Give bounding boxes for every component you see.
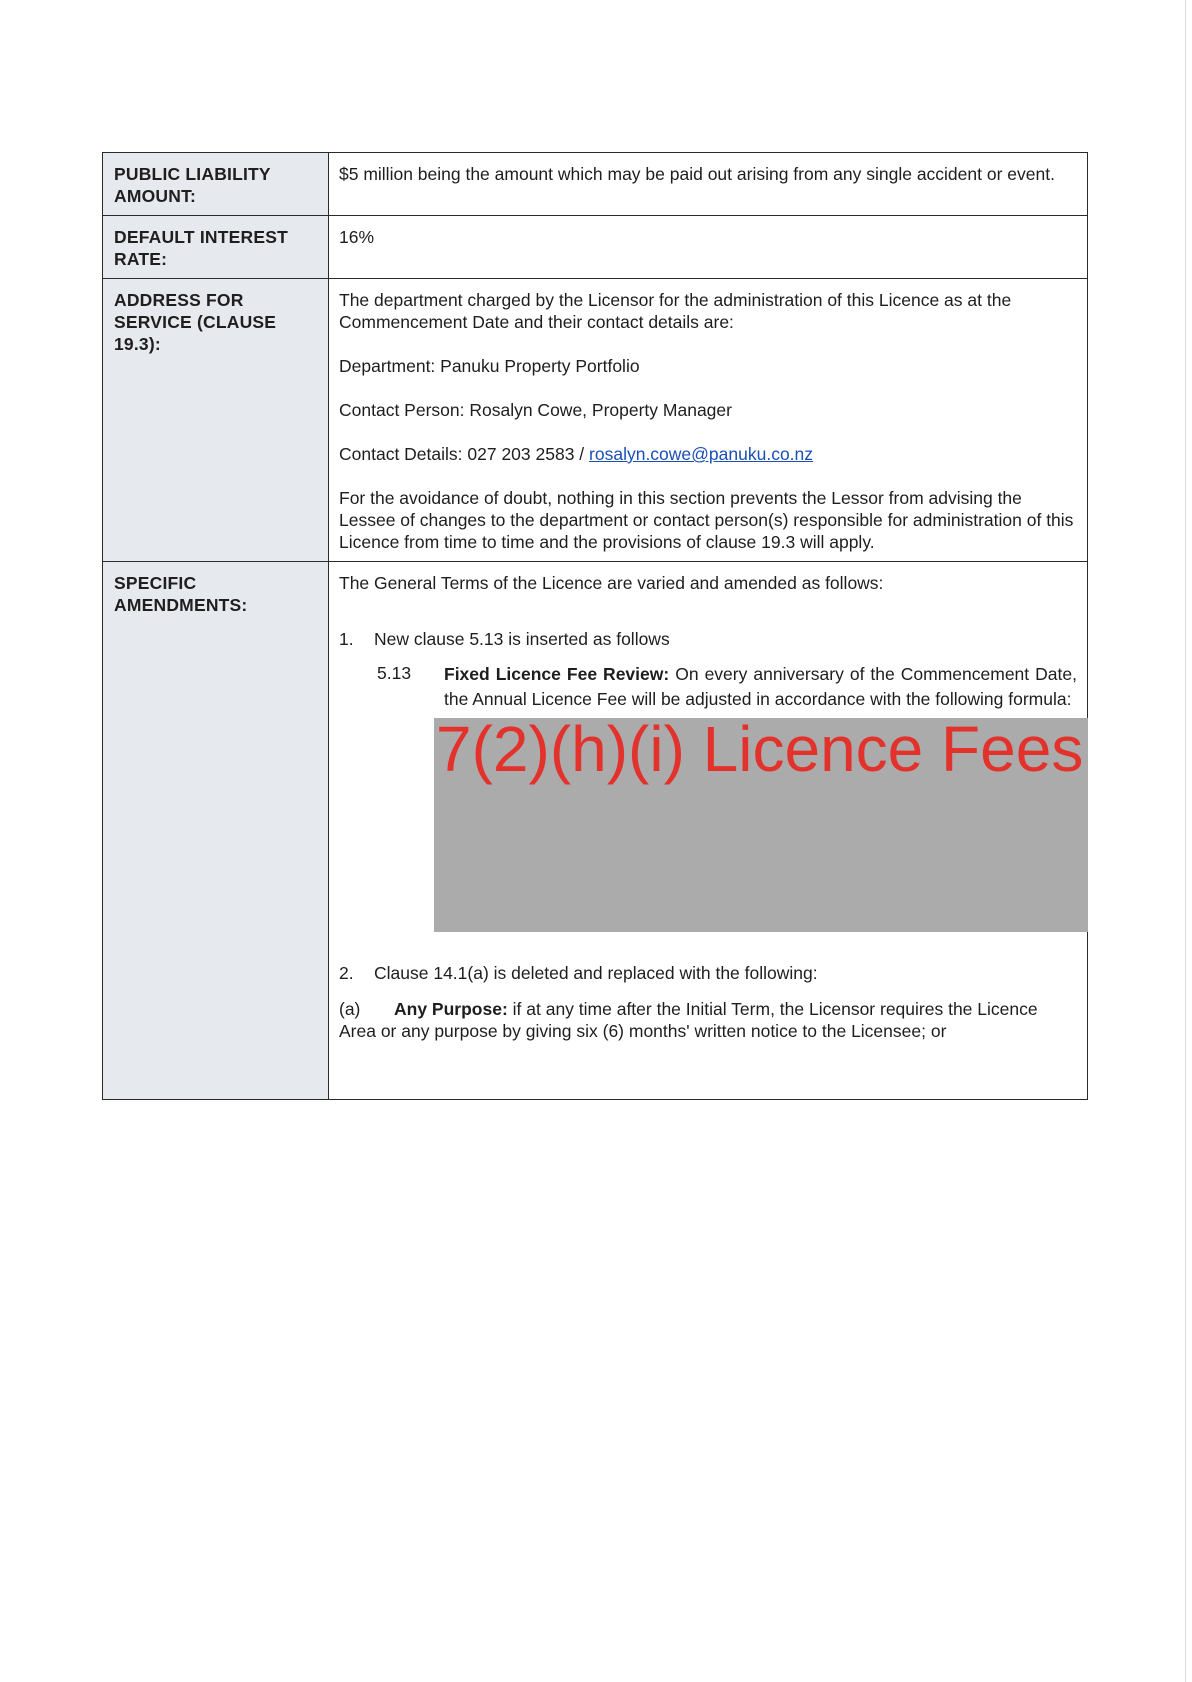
- value-address-for-service: [329, 279, 1088, 562]
- address-contact-details: [339, 443, 1077, 465]
- label-default-interest: DEFAULT INTEREST RATE:: [103, 216, 329, 279]
- amendment-item-2-text: Clause 14.1(a) is deleted and replaced with the following:: [374, 963, 818, 983]
- amendment-item-1-text: New clause 5.13 is inserted as follows: [374, 629, 670, 649]
- label-address-for-service: ADDRESS FOR SERVICE (CLAUSE 19.3):: [103, 279, 329, 562]
- address-department: Department: Panuku Property Portfolio: [339, 356, 640, 376]
- redaction-stamp: 7(2)(h)(i) Licence Fees: [436, 718, 1084, 785]
- row-address-for-service: [103, 279, 1088, 562]
- amendment-item-1: [339, 628, 1077, 650]
- row-default-interest: [103, 216, 1088, 279]
- paragraph-a-tag: (a): [339, 999, 361, 1019]
- address-intro: The department charged by the Licensor for the administration of this Licence as at the Commencement Date and their contact details are:: [339, 290, 1012, 332]
- label-specific-amendments: SPECIFIC AMENDMENTS:: [103, 562, 329, 1100]
- clause-5-13-body: [444, 662, 1077, 712]
- row-specific-amendments: [103, 562, 1088, 1100]
- value-default-interest: 16%: [329, 216, 1088, 279]
- clause-5-13-text: On every anniversary of the Commencement Date, the Annual Licence Fee will be adjusted in accordance with the following formula:: [444, 664, 1077, 709]
- value-public-liability: $5 million being the amount which may be paid out arising from any single accident or event.: [329, 153, 1088, 216]
- page-edge-line: [1185, 0, 1186, 1682]
- paragraph-a-heading: Any Purpose:: [394, 999, 508, 1019]
- row-public-liability: [103, 153, 1088, 216]
- paragraph-a: [339, 998, 1077, 1042]
- amendment-item-1-number: 1.: [339, 629, 354, 649]
- redaction-block: [434, 718, 1088, 932]
- label-public-liability: PUBLIC LIABILITY AMOUNT:: [103, 153, 329, 216]
- address-avoidance: For the avoidance of doubt, nothing in this section prevents the Lessor from advising the Lessee of changes to the department or contact person(s) responsible for administration of this Licence from time to time and the provisions of clause 19.3 will apply.: [339, 488, 1074, 552]
- contact-email-link[interactable]: rosalyn.cowe@panuku.co.nz: [589, 444, 814, 464]
- address-contact-person: Contact Person: Rosalyn Cowe, Property Manager: [339, 400, 732, 420]
- clause-5-13-number: 5.13: [377, 663, 412, 683]
- amendment-item-2: [339, 962, 1077, 984]
- clause-5-13: [377, 662, 1077, 712]
- amendment-item-2-number: 2.: [339, 963, 354, 983]
- contact-details-prefix: Contact Details: 027 203 2583 /: [339, 444, 590, 464]
- licence-terms-table: [102, 152, 1088, 1100]
- amendments-intro: The General Terms of the Licence are varied and amended as follows:: [339, 573, 884, 593]
- paragraph-a-text: if at any time after the Initial Term, the Licensor requires the Licence Area or any purpose by giving six (6) months' written notice to the Licensee; or: [339, 999, 1038, 1041]
- clause-5-13-heading: Fixed Licence Fee Review:: [444, 664, 670, 684]
- value-specific-amendments: [329, 562, 1088, 1100]
